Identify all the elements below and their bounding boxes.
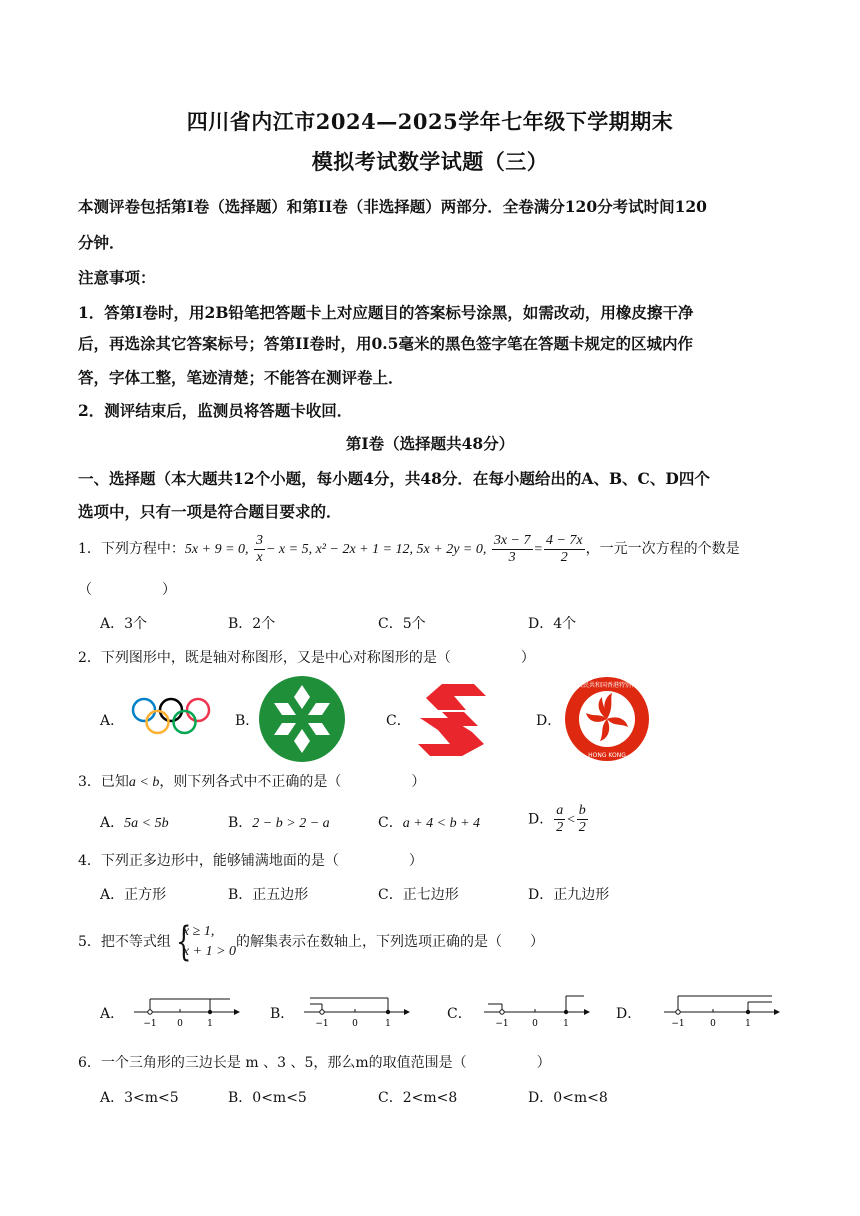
q3-prefix: 3．已知	[78, 774, 129, 790]
q1-option-b: B．2个	[228, 616, 276, 632]
q3-opt-b-expr: 2 − b > 2 − a	[252, 816, 330, 831]
q5-prefix: 5．把不等式组	[78, 934, 171, 950]
q2-label-a: A．	[100, 713, 125, 729]
q5-a-tick-neg1: −1	[143, 1019, 157, 1029]
q5-sys-line1: x ≥ 1,	[182, 924, 215, 939]
q5-number-line-b	[300, 992, 410, 1032]
notice-heading: 注意事项：	[78, 268, 156, 287]
q5-c-tick-1: 1	[563, 1019, 569, 1029]
q3-label-d: D．	[528, 811, 554, 828]
q5-b-tick-1: 1	[385, 1019, 391, 1029]
q6-stem: 6．一个三角形的三边长是 m 、3 、5，那么m的取值范围是（ ）	[78, 1055, 551, 1071]
q5-a-tick-0: 0	[177, 1019, 183, 1029]
q2-label-b: B．	[235, 713, 260, 729]
q5-inequality-system: { x ≥ 1, x + 1 > 0	[176, 919, 237, 965]
exam-title-line2: 模拟考试数学试题（三）	[311, 149, 549, 174]
q4-stem: 4．下列正多边形中，能够铺满地面的是（ ）	[78, 853, 423, 869]
q3-cond: a < b	[128, 775, 160, 790]
q1-suffix: ，一元一次方程的个数是	[585, 541, 740, 557]
q5-label-c: C．	[447, 1006, 472, 1022]
q1-frac-c	[544, 533, 585, 566]
q3-opt-d-lt: <	[566, 812, 576, 828]
q5-label-d: D．	[616, 1006, 642, 1022]
q6-option-b: B．0<m<5	[228, 1090, 307, 1106]
q1-option-a: A．3个	[100, 616, 148, 632]
green-diamond-logo-figure	[258, 675, 346, 763]
q1-eq-b: − x = 5, x² − 2x + 1 = 12, 5x + 2y = 0,	[265, 542, 487, 557]
q1-frac-a-num: 3	[255, 532, 263, 548]
q6-option-c: C．2<m<8	[378, 1090, 458, 1106]
ring-black	[160, 699, 182, 721]
q3-label-b: B．	[228, 815, 253, 831]
q4-option-a: A．正方形	[100, 887, 167, 903]
q5-d-tick-neg1: −1	[671, 1019, 685, 1029]
q1-stem	[78, 530, 740, 569]
q1-option-c: C．5个	[378, 616, 426, 632]
q6-option-a: A．3<m<5	[100, 1090, 179, 1106]
q5-d-tick-1: 1	[745, 1019, 751, 1029]
notice-1-line2: 后，再选涂其它答案标号；答第II卷时，用0.5毫米的黑色签字笔在答题卡规定的区城内作	[78, 334, 693, 353]
q3-opt-d-den1: 2	[556, 820, 564, 835]
q3-option-a	[100, 812, 169, 832]
notice-2: 2．测评结束后，监测员将答题卡收回．	[78, 401, 353, 420]
q3-opt-a-expr: 5a < 5b	[124, 816, 169, 831]
q4-option-c: C．正七边形	[378, 887, 459, 903]
q5-number-line-c	[480, 992, 590, 1032]
q5-b-tick-0: 0	[352, 1019, 358, 1029]
q1-frac-b-den: 3	[508, 549, 516, 565]
ring-yellow	[147, 711, 169, 733]
part1-line2: 选项中，只有一项是符合题目要求的．	[78, 502, 342, 521]
ring-red	[187, 699, 209, 721]
suzuki-top-stroke	[426, 684, 486, 710]
hong-kong-emblem-figure	[562, 675, 652, 763]
suzuki-logo-figure	[412, 680, 492, 760]
q1-prefix: 1．下列方程中：	[78, 541, 185, 557]
hk-bottom-text: HONG KONG	[588, 752, 626, 759]
q2-label-c: C．	[386, 713, 411, 729]
q3-option-b	[228, 812, 330, 832]
q3-stem	[78, 771, 425, 791]
q1-frac-b	[492, 533, 533, 566]
q5-a-tick-1: 1	[207, 1019, 213, 1029]
olympic-rings-figure	[130, 696, 212, 738]
q1-paren: （ ）	[78, 582, 176, 598]
q1-option-d: D．4个	[528, 616, 577, 632]
q3-opt-d-num1: a	[556, 803, 564, 818]
q1-eq-sign: =	[533, 542, 543, 557]
part1-line1: 一、选择题（本大题共12个小题，每小题4分，共48分．在每小题给出的A、B、C、D四个	[78, 469, 710, 488]
q1-frac-b-num: 3x − 7	[493, 532, 531, 548]
q5-label-a: A．	[100, 1006, 125, 1022]
q5-c-tick-neg1: −1	[495, 1019, 509, 1029]
q5-stem	[78, 920, 544, 964]
q5-c-tick-0: 0	[532, 1019, 538, 1029]
q2-label-d: D．	[536, 713, 562, 729]
intro-line1: 本测评卷包括第I卷（选择题）和第II卷（非选择题）两部分．全卷满分120分考试时间120	[78, 197, 707, 216]
q4-option-b: B．正五边形	[228, 887, 309, 903]
q3-opt-d-frac1	[554, 803, 565, 836]
ring-green	[174, 711, 196, 733]
notice-1-line1: 1．答第I卷时，用2B铅笔把答题卡上对应题目的答案标号涂黑，如需改动，用橡皮擦干净	[78, 303, 694, 322]
q5-sys-line2: x + 1 > 0	[182, 944, 237, 959]
notice-1-line3: 答，字体工整，笔迹清楚；不能答在测评卷上．	[78, 368, 404, 387]
q5-suffix: 的解集表示在数轴上，下列选项正确的是（ ）	[236, 934, 545, 950]
q6-option-d: D．0<m<8	[528, 1090, 608, 1106]
q1-frac-c-den: 2	[560, 549, 568, 565]
exam-title-line1: 四川省内江市2024—2025学年七年级下学期期末	[186, 109, 674, 134]
q3-option-d	[528, 803, 589, 836]
q1-frac-a	[254, 533, 265, 566]
q3-label-a: A．	[100, 815, 125, 831]
q3-opt-d-den2: 2	[578, 820, 586, 835]
q3-opt-c-expr: a + 4 < b + 4	[402, 816, 481, 831]
q4-option-d: D．正九边形	[528, 887, 610, 903]
hk-ring-text: 中华人民共和国香港特别行政区	[564, 682, 650, 689]
q3-opt-d-num2: b	[578, 803, 586, 818]
q3-suffix: ，则下列各式中不正确的是（ ）	[159, 774, 426, 790]
q5-b-tick-neg1: −1	[315, 1019, 329, 1029]
q5-number-line-d	[660, 992, 780, 1032]
q5-d-tick-0: 0	[710, 1019, 716, 1029]
q1-frac-a-den: x	[256, 549, 263, 565]
q2-stem: 2．下列图形中，既是轴对称图形，又是中心对称图形的是（ ）	[78, 650, 535, 666]
q3-label-c: C．	[378, 815, 403, 831]
q1-eq-a: 5x + 9 = 0,	[184, 542, 249, 557]
intro-line2: 分钟．	[78, 233, 125, 252]
q3-option-c	[378, 812, 480, 832]
section-heading: 第I卷（选择题共48分）	[345, 434, 515, 453]
q3-opt-d-frac2	[577, 803, 588, 836]
q5-number-line-a	[130, 992, 240, 1032]
q1-frac-c-num: 4 − 7x	[545, 532, 583, 548]
ring-blue	[133, 699, 155, 721]
q5-label-b: B．	[270, 1006, 295, 1022]
